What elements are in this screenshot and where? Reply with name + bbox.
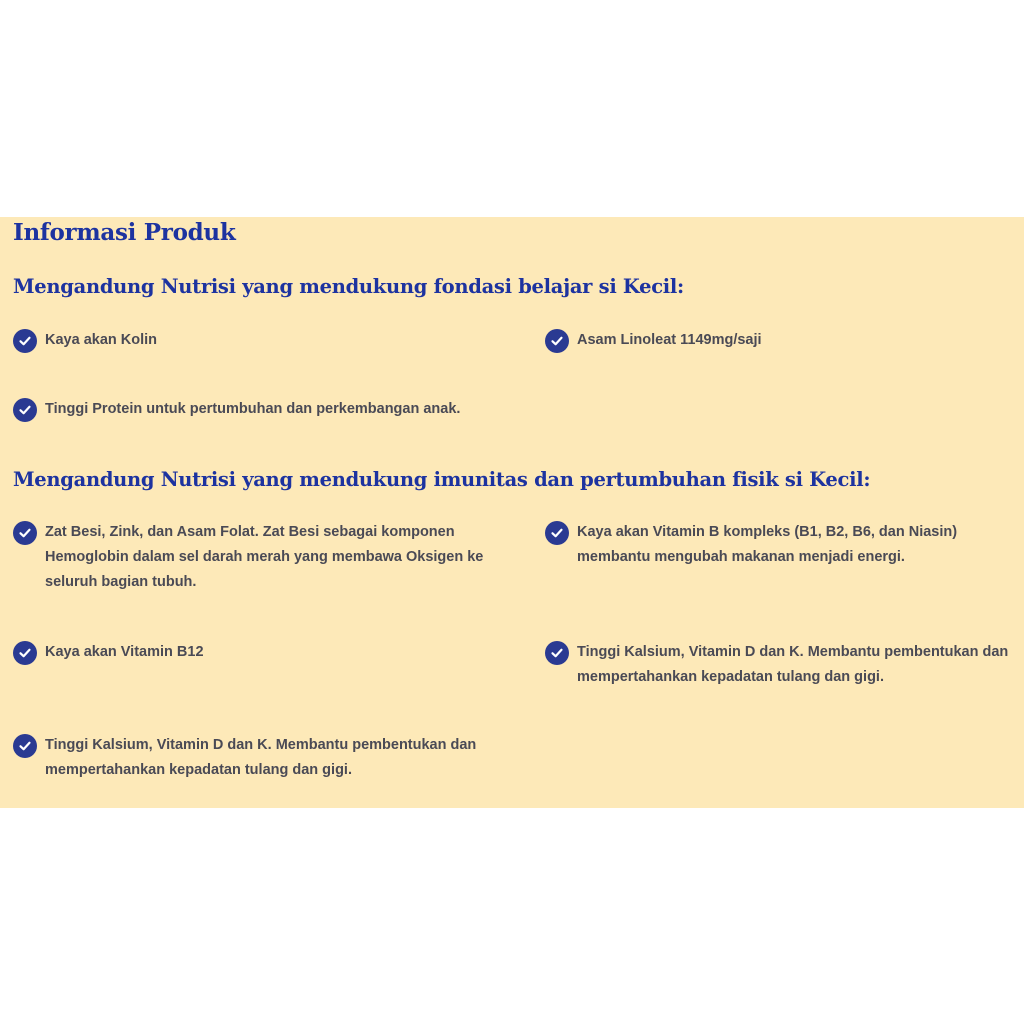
item-text: Tinggi Kalsium, Vitamin D dan K. Membantu pembentukan dan mempertahankan kepadatan tulang dan gigi. xyxy=(45,737,477,778)
item-text: Tinggi Kalsium, Vitamin D dan K. Membantu pembentukan dan mempertahankan kepadatan tulang dan gigi. xyxy=(577,644,1009,685)
section-heading-immunity: Mengandung Nutrisi yang mendukung imunitas dan pertumbuhan fisik si Kecil: xyxy=(13,468,871,491)
section-heading-learning: Mengandung Nutrisi yang mendukung fondasi belajar si Kecil: xyxy=(13,275,684,298)
list-item xyxy=(13,329,513,353)
item-text: Kaya akan Kolin xyxy=(45,332,158,348)
list-item xyxy=(13,398,513,422)
list-item xyxy=(13,641,513,665)
check-circle-icon xyxy=(13,734,37,758)
item-text: Zat Besi, Zink, dan Asam Folat. Zat Besi sebagai komponen Hemoglobin dalam sel darah merah yang membawa Oksigen ke seluruh bagian tubuh. xyxy=(45,524,484,590)
list-item xyxy=(545,521,1015,570)
check-circle-icon xyxy=(13,521,37,545)
list-item xyxy=(545,329,1015,353)
item-text: Tinggi Protein untuk pertumbuhan dan perkembangan anak. xyxy=(45,401,461,417)
check-circle-icon xyxy=(13,398,37,422)
check-circle-icon xyxy=(545,521,569,545)
page-title: Informasi Produk xyxy=(13,219,236,246)
item-text: Kaya akan Vitamin B12 xyxy=(45,644,204,660)
list-item xyxy=(13,734,483,783)
check-circle-icon xyxy=(545,641,569,665)
item-text: Asam Linoleat 1149mg/saji xyxy=(577,332,762,348)
check-circle-icon xyxy=(545,329,569,353)
check-circle-icon xyxy=(13,329,37,353)
list-item xyxy=(545,641,1015,690)
item-text: Kaya akan Vitamin B kompleks (B1, B2, B6, dan Niasin) membantu mengubah makanan menjadi energi. xyxy=(577,524,958,565)
product-info-panel xyxy=(0,217,1024,808)
check-circle-icon xyxy=(13,641,37,665)
list-item xyxy=(13,521,513,595)
